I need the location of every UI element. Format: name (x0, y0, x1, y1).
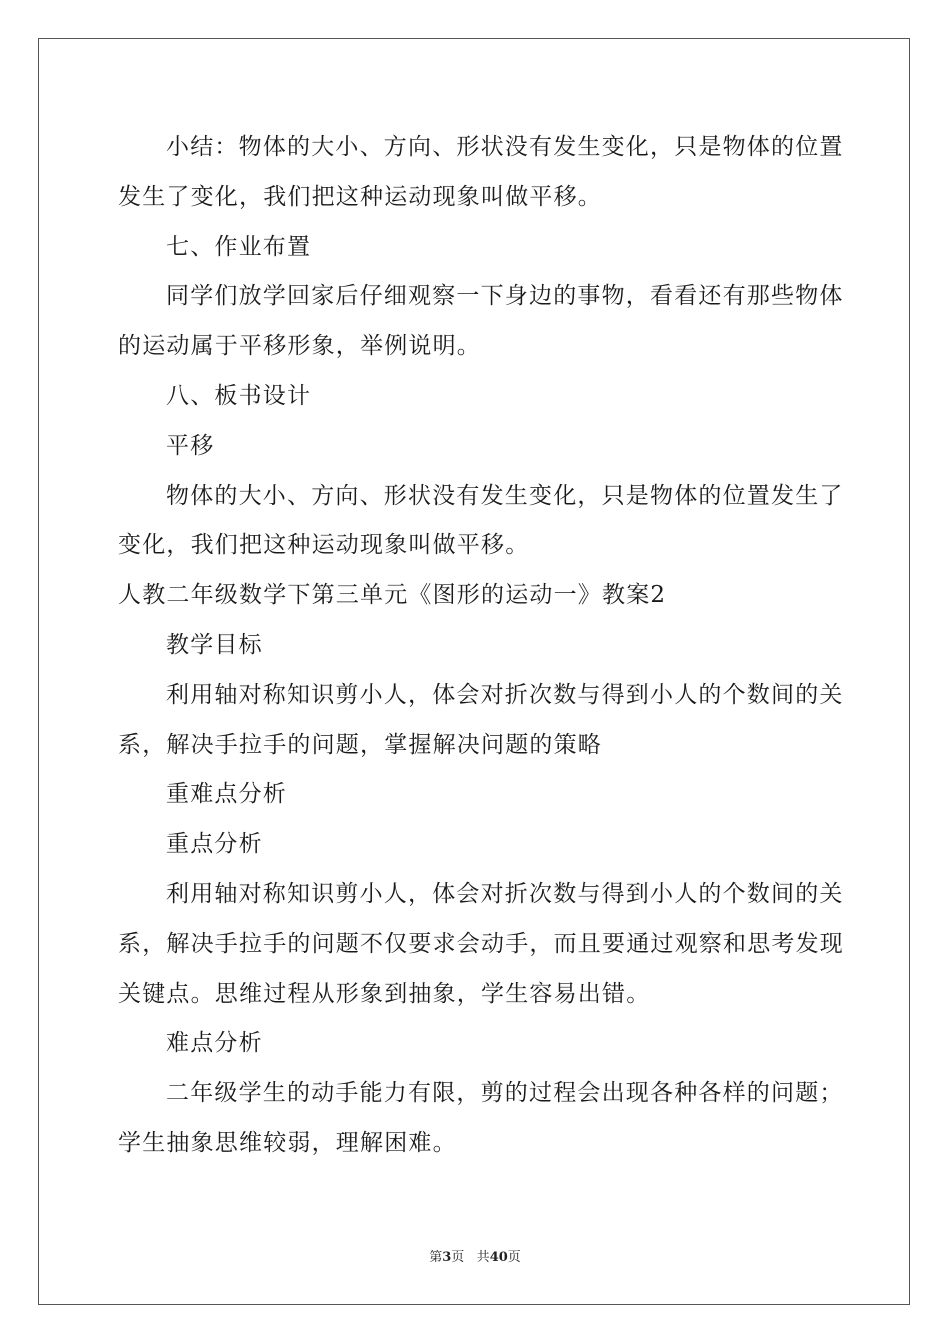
footer-page-prefix: 第 (429, 1250, 443, 1265)
footer-page-suffix: 页 (451, 1250, 465, 1265)
text-line: 七、作业布置 (166, 233, 312, 260)
text-line: 人教二年级数学下第三单元《图形的运动一》教案2 (118, 582, 667, 609)
text-line: 平移 (166, 432, 215, 459)
text-line: 难点分析 (166, 1030, 263, 1057)
footer-total-pages: 40 (489, 1250, 508, 1265)
text-line: 教学目标 (166, 632, 263, 658)
text-line: 的运动属于平移形象，举例说明。 (118, 333, 481, 360)
text-line: 重难点分析 (166, 781, 287, 808)
footer-total-suffix: 页 (507, 1250, 521, 1265)
text-line: 利用轴对称知识剪小人，体会对折次数与得到小人的个数间的关 (166, 681, 844, 708)
text-line: 系，解决手拉手的问题不仅要求会动手，而且要通过观察和思考发现 (118, 930, 844, 957)
text-line: 物体的大小、方向、形状没有发生变化，只是物体的位置发生了 (166, 482, 844, 509)
page-footer (0, 1246, 950, 1265)
footer-total-prefix: 共 (476, 1250, 490, 1265)
text-line: 关键点。思维过程从形象到抽象，学生容易出错。 (118, 980, 651, 1007)
text-line: 变化，我们把这种运动现象叫做平移。 (118, 532, 530, 559)
text-line: 小结：物体的大小、方向、形状没有发生变化，只是物体的位置 (166, 134, 844, 160)
text-line: 发生了变化，我们把这种运动现象叫做平移。 (118, 183, 602, 210)
text-line: 系，解决手拉手的问题，掌握解决问题的策略 (118, 731, 602, 758)
text-line: 重点分析 (166, 831, 263, 858)
footer-page-number: 3 (442, 1250, 452, 1265)
text-line: 二年级学生的动手能力有限，剪的过程会出现各种各样的问题； (166, 1080, 844, 1107)
text-line: 八、板书设计 (166, 383, 312, 409)
text-line: 利用轴对称知识剪小人，体会对折次数与得到小人的个数间的关 (166, 881, 844, 907)
text-line: 同学们放学回家后仔细观察一下身边的事物，看看还有那些物体 (166, 283, 844, 310)
text-line: 学生抽象思维较弱，理解困难。 (118, 1130, 457, 1156)
